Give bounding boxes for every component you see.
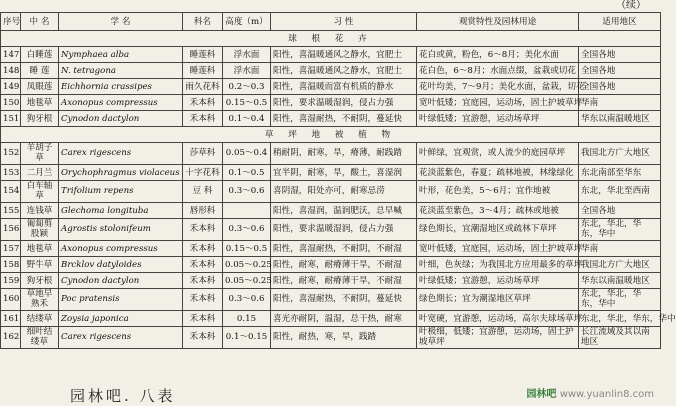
cell-index: 157 [1,241,21,257]
cell-index: 161 [1,311,21,327]
cell-habit: 阳性，耐热，寒，旱，践踏 [271,327,417,349]
cell-family: 禾本科 [183,219,223,241]
table-row [1,273,661,289]
header-habit: 习 性 [271,13,417,31]
header-use: 观赏特性及园林用途 [417,13,579,31]
cell-family: 十字花科 [183,165,223,181]
cell-common-name: 匍匐剪股颖 [21,219,59,241]
cell-use: 叶绿低矮；宜游憩，运动场草坪 [417,273,579,289]
cell-region: 东北，华北至西南 [579,181,661,203]
cell-height: 浮水面 [223,63,271,79]
cell-height: 浮水面 [223,47,271,63]
handwritten-note: 园林吧. 八表 [70,387,176,405]
cell-family: 禾本科 [183,95,223,111]
cell-index: 148 [1,63,21,79]
table-row [1,311,661,327]
cell-habit: 阳性，喜温暖通风之静水，宜肥土 [271,63,417,79]
cell-region: 华南 [579,95,661,111]
cell-family: 睡莲科 [183,47,223,63]
cell-use: 花淡蓝至紫色，3～4月；疏林或地被 [417,203,579,219]
cell-habit: 阳性，耐寒，耐瘠薄干旱，不耐湿 [271,273,417,289]
cell-use: 宽叶低矮，宜庭园，运动场，固土护坡草坪 [417,241,579,257]
cell-region: 东北，华北，华东，华中 [579,289,661,311]
cell-family: 雨久花科 [183,79,223,95]
cell-common-name: 白睡莲 [21,47,59,63]
cell-index: 149 [1,79,21,95]
cell-region: 长江流域及其以南地区 [579,327,661,349]
cell-family: 莎草科 [183,143,223,165]
table-row [1,47,661,63]
cell-common-name: 结缕草 [21,311,59,327]
cell-common-name: 野牛草 [21,257,59,273]
cell-family: 禾本科 [183,257,223,273]
cell-common-name: 狗牙根 [21,273,59,289]
cell-height: 0.05～0.25 [223,257,271,273]
cell-index: 147 [1,47,21,63]
header-family: 科名 [183,13,223,31]
cell-habit: 阳性，要求温暖湿润，侵占力强 [271,95,417,111]
cell-region: 华东以南温暖地区 [579,273,661,289]
header-index: 序号 [1,13,21,31]
cell-habit: 阳性，喜湿耐热，不耐阴，蔓延快 [271,289,417,311]
cell-use: 叶宽硬，宜游憩，运动场，高尔夫球场草坪 [417,311,579,327]
cell-region: 我国北方广大地区 [579,143,661,165]
section-header-row [1,127,661,143]
cell-latin-name: Trifolium repens [59,181,183,203]
cell-use: 叶绿低矮；宜游憩，运动场草坪 [417,111,579,127]
cell-region: 东北，华北，华东，华中 [579,219,661,241]
cell-height: 0.3～0.6 [223,289,271,311]
cell-common-name: 白车轴草 [21,181,59,203]
cell-habit: 稍耐阴，耐寒，旱，瘠薄，耐践踏 [271,143,417,165]
cell-family: 禾本科 [183,111,223,127]
cell-height: 0.1～0.15 [223,327,271,349]
cell-height: 0.15 [223,311,271,327]
watermark [527,385,655,400]
cell-region: 东北，华北，华东，华中 [579,311,661,327]
cell-region: 全国各地 [579,203,661,219]
cell-family: 唇形科 [183,203,223,219]
cell-latin-name: Cynodon dactylon [59,111,183,127]
cell-height: 0.05～0.4 [223,143,271,165]
table-row [1,289,661,311]
cell-index: 155 [1,203,21,219]
cell-family: 禾本科 [183,241,223,257]
plant-table [0,12,676,349]
cell-habit: 阳性，喜温暖通风之静水，宜肥土 [271,47,417,63]
table-row [1,63,661,79]
cell-family: 禾本科 [183,311,223,327]
table-row [1,79,661,95]
table-row [1,327,661,349]
cell-index: 160 [1,289,21,311]
cell-use: 绿色期长；宜为潮湿地区草坪 [417,289,579,311]
cell-use: 叶鲜绿，宜观赏，或人流少的庭园草坪 [417,143,579,165]
table-row [1,165,661,181]
cell-index: 152 [1,143,21,165]
cell-habit: 阳性，喜湿润，温润肥沃，总早喊 [271,203,417,219]
cell-habit: 阳性，喜温暖而富有机质的静水 [271,79,417,95]
cell-latin-name: Glechoma longituba [59,203,183,219]
header-latin-name: 学 名 [59,13,183,31]
cell-use: 叶细，色灰绿；为我国北方应用最多的草坪 [417,257,579,273]
cell-height [223,203,271,219]
table-row [1,203,661,219]
cell-family: 禾本科 [183,327,223,349]
header-region: 适用地区 [579,13,661,31]
cell-latin-name: Carex rigescens [59,143,183,165]
cell-use: 叶极细，低矮；宜游憩，运动场，固土护坡草坪 [417,327,579,349]
cell-latin-name: Agrostis stolonifeum [59,219,183,241]
cell-region: 全国各地 [579,63,661,79]
cell-common-name: 二月兰 [21,165,59,181]
cell-index: 153 [1,165,21,181]
cell-common-name: 草地早熟禾 [21,289,59,311]
cell-height: 0.05～0.25 [223,273,271,289]
cell-latin-name: Zoysia japonica [59,311,183,327]
cell-use: 绿色期长，宜潮湿地区或疏林下草坪 [417,219,579,241]
cell-use: 叶形，花色美，5～6月；宜作地被 [417,181,579,203]
cell-height: 0.15～0.5 [223,95,271,111]
cell-height: 0.15～0.5 [223,241,271,257]
cell-region: 全国各地 [579,79,661,95]
table-row [1,181,661,203]
cell-latin-name: N. tetragona [59,63,183,79]
cell-habit: 阳性，耐寒，耐瘠薄干旱，不耐湿 [271,257,417,273]
cell-region: 华南 [579,241,661,257]
table-row [1,241,661,257]
cell-region: 华东以南温暖地区 [579,111,661,127]
cell-family: 禾本科 [183,289,223,311]
cell-latin-name: Axonopus compressus [59,241,183,257]
cell-common-name: 细叶结缕草 [21,327,59,349]
table-row [1,143,661,165]
cell-index: 158 [1,257,21,273]
table-row [1,257,661,273]
cell-index: 154 [1,181,21,203]
cell-index: 151 [1,111,21,127]
cell-latin-name: Eichhornia crassipes [59,79,183,95]
cell-latin-name: Orychophragmus violaceus [59,165,183,181]
cell-use: 花叶均美，7～9月；美化水面，盆栽，切花 [417,79,579,95]
cell-height: 0.2～0.3 [223,79,271,95]
cell-use: 花淡蓝紫色，春夏；疏林地被，林缘绿化 [417,165,579,181]
header-height: 高度（m） [223,13,271,31]
table-header-row [1,13,661,31]
cell-habit: 阳性，要求温暖湿润，侵占力强 [271,219,417,241]
table-row [1,95,661,111]
cell-latin-name: Cynodon dactylon [59,273,183,289]
cell-use: 花白或黄，粉色，6～8月；美化水面 [417,47,579,63]
cell-region: 东北南部至华东 [579,165,661,181]
watermark-brand: 园林吧 [526,389,557,400]
cell-height: 0.1～0.4 [223,111,271,127]
table-row [1,219,661,241]
section-title: 球 根 花 卉 [1,31,661,47]
cell-index: 159 [1,273,21,289]
cell-use: 宽叶低矮；宜庭园，运动场，固土护坡草坪 [417,95,579,111]
cell-index: 162 [1,327,21,349]
cell-common-name: 地毯草 [21,241,59,257]
cell-latin-name: Carex rigescens [59,327,183,349]
cell-use: 花白色，6～8月；水面点缀，盆栽或切花 [417,63,579,79]
cell-habit: 阳性，喜湿耐热，不耐阴，不耐湿 [271,241,417,257]
cell-common-name: 狗牙根 [21,111,59,127]
cell-height: 0.3～0.6 [223,181,271,203]
cell-common-name: 羊胡子草 [21,143,59,165]
table-body [1,31,676,349]
section-title: 草 坪 地 被 植 物 [1,127,661,143]
cell-family: 禾本科 [183,273,223,289]
cell-region: 全国各地 [579,47,661,63]
cell-latin-name: Poc pratensis [59,289,183,311]
cell-common-name: 连钱草 [21,203,59,219]
cell-habit: 宜半阴，耐寒，旱，酸土，喜湿润 [271,165,417,181]
header-common-name: 中 名 [21,13,59,31]
cell-family: 豆 科 [183,181,223,203]
cell-habit: 喜阴湿，阳处亦可，耐寒忌涝 [271,181,417,203]
cell-height: 0.3～0.6 [223,219,271,241]
cell-index: 150 [1,95,21,111]
section-header-row [1,31,661,47]
cell-common-name: 睡 莲 [21,63,59,79]
cell-height: 0.1～0.5 [223,165,271,181]
cell-latin-name: Axonopus compressus [59,95,183,111]
cell-latin-name: Brcklov datyloides [59,257,183,273]
cell-common-name: 凤眼莲 [21,79,59,95]
cell-habit: 阳性，喜湿耐热，不耐阴，蔓延快 [271,111,417,127]
cell-family: 睡莲科 [183,63,223,79]
continued-label: （续） [616,0,646,11]
table-row [1,111,661,127]
cell-region: 我国北方广大地区 [579,257,661,273]
cell-common-name: 地毯草 [21,95,59,111]
cell-index: 156 [1,219,21,241]
watermark-url: www.yuanlin8.com [559,389,654,400]
cell-latin-name: Nymphaea alba [59,47,183,63]
cell-habit: 喜光亦耐阴，温湿，总干热，耐寒 [271,311,417,327]
